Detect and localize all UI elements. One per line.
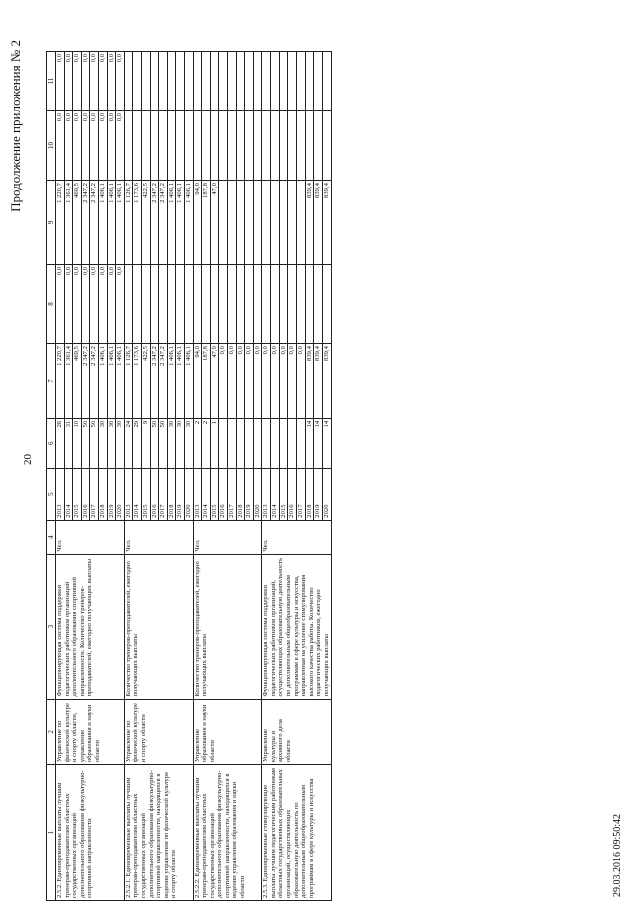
year-cell: 2013 [124, 468, 133, 520]
value-cell [253, 181, 262, 265]
value-cell: 0,0 [107, 110, 116, 180]
value-cell [322, 52, 331, 111]
value-cell [236, 264, 245, 343]
value-cell [288, 418, 297, 468]
value-cell: 29 [133, 418, 142, 468]
value-cell: 2 [202, 418, 211, 468]
value-cell: 0,0 [116, 52, 125, 111]
value-cell [262, 418, 271, 468]
value-cell [167, 264, 176, 343]
value-cell [296, 52, 305, 111]
value-cell [193, 52, 202, 111]
value-cell: 47,0 [210, 344, 219, 419]
cell-c3: Функционирующая система поддержки педагогических работников организаций дополнительного образования спортивной направленности. Количество тренеров-преподавателей, ежегодно получающих выплаты [56, 554, 125, 699]
value-cell: 0,0 [107, 52, 116, 111]
value-cell: 50 [81, 418, 90, 468]
value-cell [184, 52, 193, 111]
value-cell [305, 264, 314, 343]
year-cell: 2020 [116, 468, 125, 520]
value-cell [124, 110, 133, 180]
cell-c2: Управление образования и науки области [193, 699, 262, 765]
cell-c1: 2.5.3. Единовременные стимулирующие выплаты лучшим педагогическим работникам областных государственных образовательных организаций, осуществляющих образовательную деятельность по дополнительным общеобразовательным программам в сфере культуры и искусства [262, 765, 331, 901]
year-cell: 2013 [262, 468, 271, 520]
value-cell [202, 110, 211, 180]
year-cell: 2018 [99, 468, 108, 520]
value-cell [279, 264, 288, 343]
value-cell [150, 264, 159, 343]
value-cell: 2 [193, 418, 202, 468]
value-cell: 2 347,2 [159, 181, 168, 265]
value-cell [253, 110, 262, 180]
col-num: 10 [47, 110, 56, 180]
value-cell [296, 181, 305, 265]
year-cell: 2018 [167, 468, 176, 520]
year-cell: 2015 [141, 468, 150, 520]
col-num: 3 [47, 554, 56, 699]
value-cell [279, 418, 288, 468]
year-cell: 2018 [236, 468, 245, 520]
value-cell: 0,0 [81, 52, 90, 111]
value-cell [296, 110, 305, 180]
cell-c1: 2.5.2. Единовременные выплаты лучшим тренерам-преподавателям областных государственных организаций дополнительного образования физкультурно-спортивной направленности [56, 765, 125, 901]
value-cell: 2 347,2 [90, 181, 99, 265]
value-cell [270, 264, 279, 343]
year-cell: 2019 [245, 468, 254, 520]
value-cell [184, 110, 193, 180]
value-cell: 1 406,1 [176, 344, 185, 419]
value-cell: 9 [141, 418, 150, 468]
value-cell: 839,4 [322, 181, 331, 265]
value-cell: 1 361,4 [64, 181, 73, 265]
value-cell: 0,0 [73, 52, 82, 111]
value-cell: 1 406,1 [107, 181, 116, 265]
value-cell [159, 264, 168, 343]
value-cell [167, 52, 176, 111]
table-row [193, 52, 202, 901]
value-cell [167, 110, 176, 180]
table-row [262, 52, 271, 901]
value-cell: 0,0 [219, 344, 228, 419]
col-num: 6 [47, 418, 56, 468]
year-cell: 2013 [193, 468, 202, 520]
value-cell: 94,0 [193, 344, 202, 419]
value-cell: 1 406,1 [184, 344, 193, 419]
value-cell [141, 264, 150, 343]
year-cell: 2020 [322, 468, 331, 520]
value-cell: 0,0 [56, 52, 65, 111]
value-cell: 422,5 [141, 344, 150, 419]
value-cell [245, 110, 254, 180]
value-cell: 839,4 [305, 181, 314, 265]
value-cell: 26 [56, 418, 65, 468]
value-cell: 1 173,6 [133, 181, 142, 265]
value-cell: 0,0 [116, 264, 125, 343]
value-cell: 1 126,7 [124, 344, 133, 419]
cell-c1: 2.5.2.2. Единовременные выплаты лучшим тренерам-преподавателям областных государственных организаций дополнительного образования физкультурно-спортивной направленности, находящихся в ведении управления образования и науки области [193, 765, 262, 901]
value-cell [245, 181, 254, 265]
value-cell [279, 110, 288, 180]
cell-c3: Количество тренеров-преподавателей, ежегодно получающих выплаты [124, 554, 193, 699]
value-cell: 30 [107, 418, 116, 468]
value-cell: 24 [124, 418, 133, 468]
year-cell: 2019 [314, 468, 323, 520]
cell-c4: Чел. [124, 520, 193, 554]
value-cell: 0,0 [296, 344, 305, 419]
value-cell: 1 220,7 [56, 344, 65, 419]
value-cell: 2 347,2 [150, 181, 159, 265]
year-cell: 2015 [279, 468, 288, 520]
value-cell [150, 52, 159, 111]
value-cell [279, 52, 288, 111]
value-cell [245, 418, 254, 468]
value-cell: 1 406,1 [99, 181, 108, 265]
value-cell: 0,0 [64, 52, 73, 111]
value-cell [159, 52, 168, 111]
value-cell [219, 110, 228, 180]
year-cell: 2020 [253, 468, 262, 520]
cell-c3: Количество тренеров-преподавателей, ежегодно получающих выплаты [193, 554, 262, 699]
value-cell: 0,0 [279, 344, 288, 419]
value-cell [262, 110, 271, 180]
value-cell [176, 110, 185, 180]
value-cell [262, 181, 271, 265]
value-cell: 839,4 [314, 181, 323, 265]
year-cell: 2014 [270, 468, 279, 520]
value-cell: 94,0 [193, 181, 202, 265]
value-cell: 30 [167, 418, 176, 468]
value-cell [176, 264, 185, 343]
value-cell: 1 361,4 [64, 344, 73, 419]
value-cell: 0,0 [99, 52, 108, 111]
value-cell: 1 406,1 [116, 344, 125, 419]
value-cell: 0,0 [288, 344, 297, 419]
value-cell [296, 264, 305, 343]
value-cell [305, 110, 314, 180]
cell-c4: Чел. [262, 520, 331, 554]
value-cell [236, 52, 245, 111]
column-number-row [47, 52, 56, 901]
value-cell: 0,0 [56, 264, 65, 343]
year-cell: 2016 [219, 468, 228, 520]
year-cell: 2016 [150, 468, 159, 520]
value-cell [133, 52, 142, 111]
value-cell [322, 264, 331, 343]
value-cell: 2 347,2 [81, 344, 90, 419]
value-cell [141, 110, 150, 180]
year-cell: 2017 [159, 468, 168, 520]
value-cell [262, 264, 271, 343]
value-cell: 469,5 [73, 181, 82, 265]
value-cell: 1 220,7 [56, 181, 65, 265]
value-cell: 0,0 [107, 264, 116, 343]
value-cell: 2 347,2 [81, 181, 90, 265]
value-cell: 1 406,1 [116, 181, 125, 265]
value-cell: 0,0 [90, 110, 99, 180]
value-cell [305, 52, 314, 111]
value-cell [253, 418, 262, 468]
value-cell [322, 110, 331, 180]
value-cell [288, 264, 297, 343]
value-cell: 839,4 [322, 344, 331, 419]
value-cell [314, 52, 323, 111]
table-row [56, 52, 65, 901]
value-cell [159, 110, 168, 180]
value-cell [270, 110, 279, 180]
cell-c1: 2.5.2.1. Единовременные выплаты лучшим тренерам-преподавателям областных государственных организаций дополнительного образования физкультурно-спортивной направленности, находящихся в ведении управления по физической культуре и спорту области [124, 765, 193, 901]
value-cell: 14 [322, 418, 331, 468]
value-cell: 0,0 [227, 344, 236, 419]
value-cell: 0,0 [262, 344, 271, 419]
value-cell [236, 110, 245, 180]
value-cell [210, 110, 219, 180]
value-cell: 187,8 [202, 344, 211, 419]
value-cell: 14 [314, 418, 323, 468]
value-cell: 0,0 [236, 344, 245, 419]
value-cell: 50 [159, 418, 168, 468]
year-cell: 2016 [288, 468, 297, 520]
value-cell: 31 [64, 418, 73, 468]
col-num: 1 [47, 765, 56, 901]
value-cell: 0,0 [73, 264, 82, 343]
col-num: 4 [47, 520, 56, 554]
value-cell [253, 264, 262, 343]
col-num: 2 [47, 699, 56, 765]
value-cell [314, 110, 323, 180]
value-cell: 0,0 [81, 110, 90, 180]
value-cell: 1 406,1 [184, 181, 193, 265]
value-cell: 50 [90, 418, 99, 468]
value-cell: 30 [116, 418, 125, 468]
value-cell: 2 347,2 [159, 344, 168, 419]
value-cell: 839,4 [314, 344, 323, 419]
value-cell [245, 52, 254, 111]
value-cell [262, 52, 271, 111]
value-cell: 0,0 [116, 110, 125, 180]
year-cell: 2017 [296, 468, 305, 520]
value-cell [219, 264, 228, 343]
value-cell: 1 406,1 [99, 344, 108, 419]
value-cell [193, 264, 202, 343]
page-number: 20 [22, 454, 34, 465]
budget-table [46, 51, 332, 901]
value-cell [133, 264, 142, 343]
value-cell [202, 264, 211, 343]
value-cell [219, 418, 228, 468]
cell-c2: Управление по физической культуре и спорту области, управление образования и науки области [56, 699, 125, 765]
value-cell [270, 181, 279, 265]
cell-c2: Управление по физической культуре и спорту области [124, 699, 193, 765]
year-cell: 2014 [202, 468, 211, 520]
appendix-heading: Продолжение приложения № 2 [8, 40, 23, 212]
value-cell: 0,0 [73, 110, 82, 180]
value-cell: 1 406,1 [167, 181, 176, 265]
value-cell [124, 264, 133, 343]
print-timestamp: 29.03.2016 09:50:42 [612, 813, 623, 897]
value-cell: 0,0 [245, 344, 254, 419]
value-cell [150, 110, 159, 180]
value-cell: 47,0 [210, 181, 219, 265]
value-cell [227, 264, 236, 343]
value-cell: 30 [184, 418, 193, 468]
value-cell [124, 52, 133, 111]
value-cell: 1 406,1 [176, 181, 185, 265]
value-cell: 0,0 [81, 264, 90, 343]
value-cell: 469,5 [73, 344, 82, 419]
year-cell: 2015 [210, 468, 219, 520]
value-cell [270, 52, 279, 111]
value-cell: 1 173,6 [133, 344, 142, 419]
year-cell: 2013 [56, 468, 65, 520]
value-cell: 1 [210, 418, 219, 468]
value-cell: 2 347,2 [150, 344, 159, 419]
col-num: 8 [47, 264, 56, 343]
value-cell [296, 418, 305, 468]
value-cell [184, 264, 193, 343]
value-cell [236, 418, 245, 468]
value-cell: 839,4 [305, 344, 314, 419]
year-cell: 2015 [73, 468, 82, 520]
year-cell: 2014 [64, 468, 73, 520]
value-cell: 10 [73, 418, 82, 468]
table-row [124, 52, 133, 901]
value-cell [314, 264, 323, 343]
value-cell: 0,0 [64, 264, 73, 343]
year-cell: 2020 [184, 468, 193, 520]
value-cell: 30 [99, 418, 108, 468]
value-cell [210, 52, 219, 111]
value-cell [219, 52, 228, 111]
value-cell [219, 181, 228, 265]
value-cell: 1 406,1 [167, 344, 176, 419]
value-cell [270, 418, 279, 468]
value-cell: 30 [176, 418, 185, 468]
value-cell [245, 264, 254, 343]
value-cell: 0,0 [90, 52, 99, 111]
col-num: 5 [47, 468, 56, 520]
value-cell [227, 52, 236, 111]
value-cell [227, 110, 236, 180]
cell-c4: Чел. [193, 520, 262, 554]
year-cell: 2016 [81, 468, 90, 520]
value-cell: 0,0 [99, 264, 108, 343]
cell-c4: Чел. [56, 520, 125, 554]
value-cell [176, 52, 185, 111]
value-cell: 187,8 [202, 181, 211, 265]
value-cell: 1 126,7 [124, 181, 133, 265]
value-cell [133, 110, 142, 180]
value-cell [210, 264, 219, 343]
value-cell [193, 110, 202, 180]
col-num: 7 [47, 344, 56, 419]
year-cell: 2019 [107, 468, 116, 520]
value-cell [227, 418, 236, 468]
value-cell [288, 52, 297, 111]
value-cell: 50 [150, 418, 159, 468]
year-cell: 2019 [176, 468, 185, 520]
year-cell: 2017 [90, 468, 99, 520]
cell-c3: Функционирующая система поддержки педагогических работников организаций, осуществляющих образовательную деятельность по дополнительным общеобразовательным программам в сфере культуры и искусства, направленная на усиление стимулирования высокого качества работы. Количество педагогических работников, ежегодно получающих выплаты [262, 554, 331, 699]
value-cell [253, 52, 262, 111]
value-cell [202, 52, 211, 111]
value-cell [288, 181, 297, 265]
value-cell: 14 [305, 418, 314, 468]
value-cell [279, 181, 288, 265]
value-cell [236, 181, 245, 265]
value-cell: 0,0 [253, 344, 262, 419]
value-cell: 0,0 [270, 344, 279, 419]
value-cell: 0,0 [56, 110, 65, 180]
col-num: 9 [47, 181, 56, 265]
value-cell [141, 52, 150, 111]
col-num: 11 [47, 52, 56, 111]
year-cell: 2017 [227, 468, 236, 520]
value-cell [288, 110, 297, 180]
value-cell: 0,0 [90, 264, 99, 343]
value-cell: 422,5 [141, 181, 150, 265]
year-cell: 2014 [133, 468, 142, 520]
year-cell: 2018 [305, 468, 314, 520]
value-cell [227, 181, 236, 265]
cell-c2: Управление культуры и архивного дела области [262, 699, 331, 765]
value-cell: 0,0 [99, 110, 108, 180]
value-cell: 1 406,1 [107, 344, 116, 419]
value-cell: 0,0 [64, 110, 73, 180]
value-cell: 2 347,2 [90, 344, 99, 419]
